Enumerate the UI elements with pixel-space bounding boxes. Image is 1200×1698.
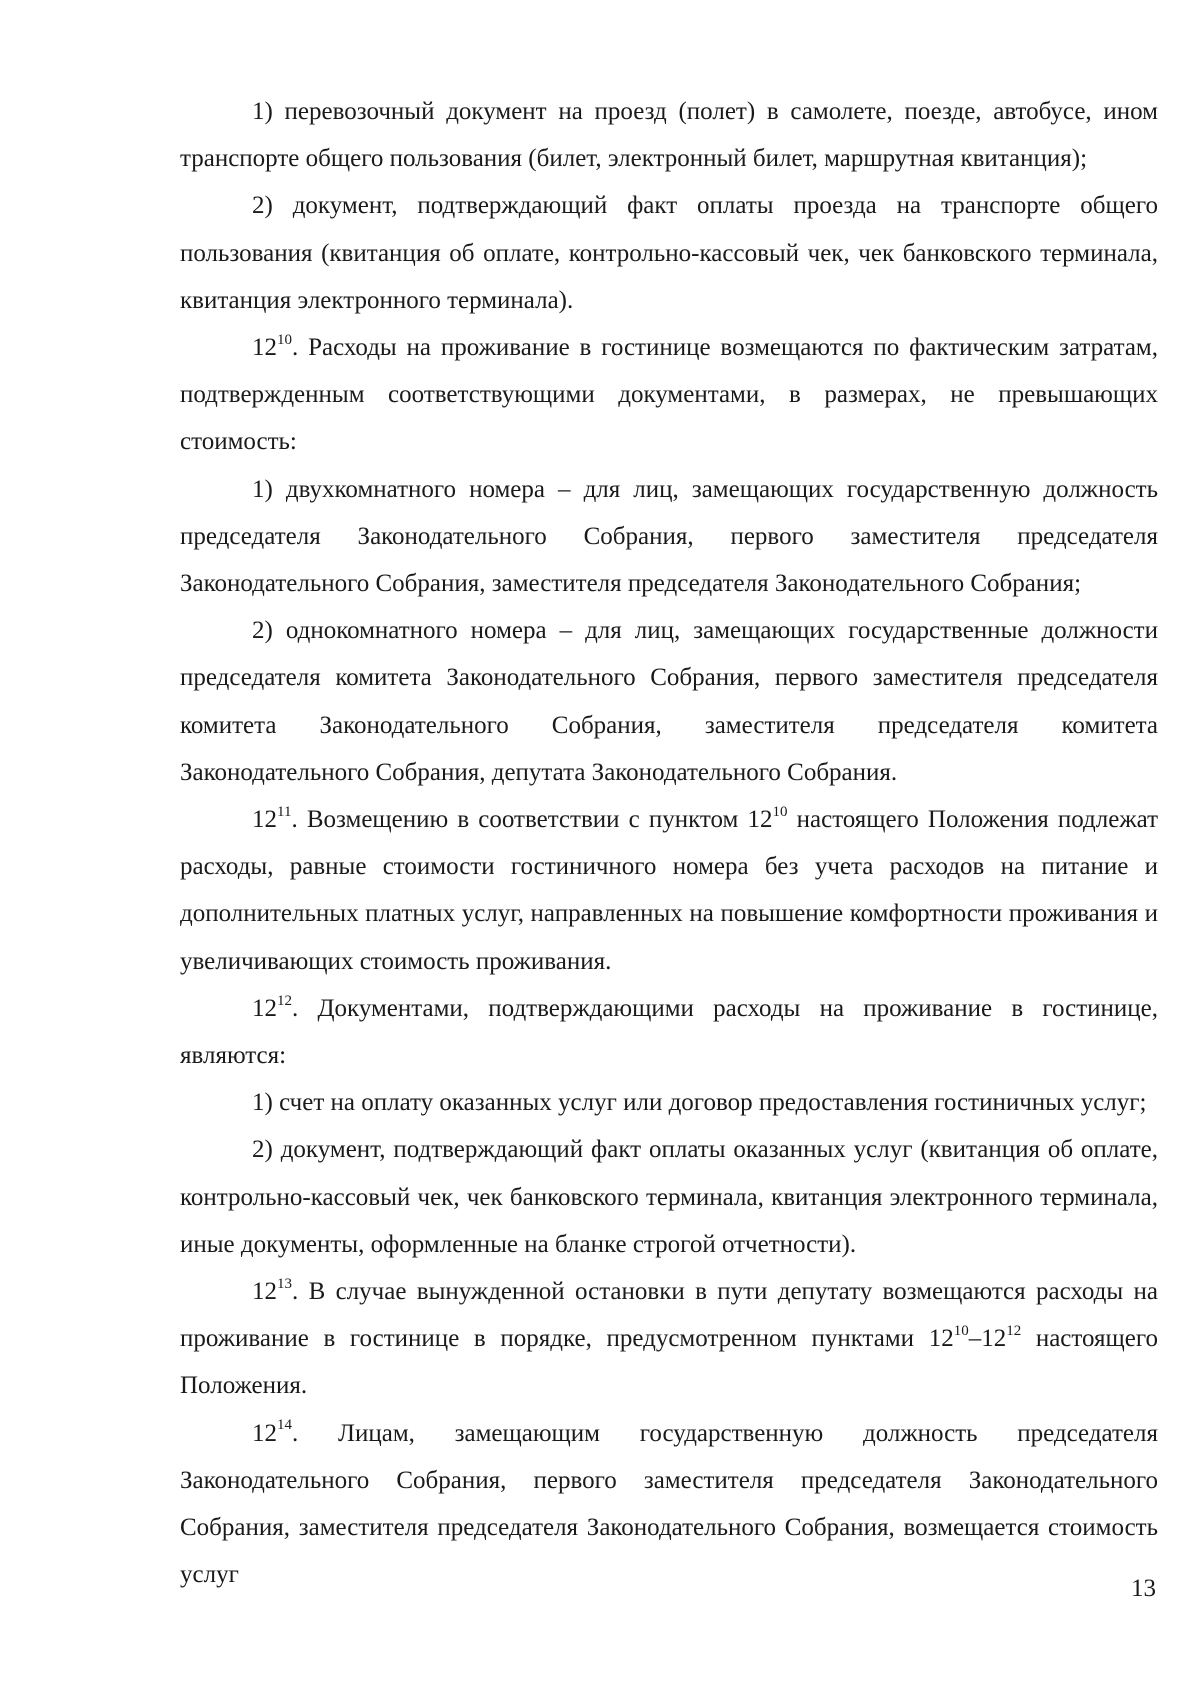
paragraph-5 (180, 607, 1158, 796)
paragraph-9 (180, 1126, 1158, 1268)
paragraph-text: 2) однокомнатного номера – для лиц, замещающих государственные должности председателя комитета Законодательного Собрания, первого заместителя председателя комитета Законодательного Собрания, заместителя председателя комитета Законодательного Собрания, депутата Законодательного Собрания. (180, 617, 1158, 786)
paragraph-text: . Документами, подтверждающими расходы на проживание в гостинице, являются: (180, 994, 1158, 1070)
paragraph-2 (180, 182, 1158, 324)
paragraph-text: 1) перевозочный документ на проезд (полет) в самолете, поезде, автобусе, ином транспорте общего пользования (билет, электронный билет, маршрутная квитанция); (180, 98, 1158, 173)
clause-superscript: 14 (277, 1417, 292, 1434)
paragraph-text-mid: –12 (968, 1325, 1007, 1353)
clause-12-11 (180, 796, 1158, 985)
paragraph-text-after: настоящего Положения подлежат расходы, равные стоимости гостиничного номера без учета расходов на питание и дополнительных платных услуг, направленных на повышение комфортности проживания и увеличивающих стоимость проживания. (180, 806, 1158, 975)
paragraph-text: . Возмещению в соответствии с пунктом 12 (291, 806, 773, 834)
reference-superscript: 10 (953, 1322, 969, 1339)
clause-number: 12 (252, 806, 277, 834)
clause-12-13 (180, 1268, 1158, 1410)
paragraph-8 (180, 1079, 1158, 1126)
paragraph-text: . Расходы на проживание в гостинице возмещаются по фактическим затратам, подтвержденным соответствующими документами, в размерах, не превышающих стоимость: (180, 334, 1158, 456)
clause-12-10 (180, 324, 1158, 466)
clause-superscript: 13 (277, 1275, 292, 1292)
clause-superscript: 12 (277, 992, 292, 1009)
document-body (180, 88, 1158, 1599)
clause-number: 12 (252, 1419, 277, 1447)
clause-superscript: 10 (277, 331, 292, 348)
reference-superscript: 10 (772, 803, 788, 820)
clause-12-12 (180, 985, 1158, 1079)
paragraph-1 (180, 88, 1158, 182)
paragraph-text: 1) счет на оплату оказанных услуг или договор предоставления гостиничных услуг; (252, 1089, 1147, 1117)
paragraph-text: 1) двухкомнатного номера – для лиц, замещающих государственную должность председателя Законодательного Собрания, первого заместителя председателя Законодательного Собрания, заместителя председателя Законодательного Собрания; (180, 475, 1158, 598)
reference-superscript-2: 12 (1006, 1322, 1022, 1339)
paragraph-text-after: настоящего Положения. (180, 1325, 1159, 1400)
clause-12-14 (180, 1410, 1158, 1599)
clause-number: 12 (252, 994, 277, 1022)
paragraph-text: . В случае вынужденной остановки в пути депутату возмещаются расходы на проживание в гостинице в порядке, предусмотренном пунктами 12 (180, 1278, 1158, 1353)
paragraph-text: 2) документ, подтверждающий факт оплаты оказанных услуг (квитанция об оплате, контрольно-кассовый чек, чек банковского терминала, квитанция электронного терминала, иные документы, оформленные на бланке строгой отчетности). (180, 1136, 1158, 1258)
paragraph-text: 2) документ, подтверждающий факт оплаты проезда на транспорте общего пользования (квитанция об оплате, контрольно-кассовый чек, чек банковского терминала, квитанция электронного терминала). (180, 192, 1158, 314)
paragraph-4 (180, 466, 1158, 608)
clause-number: 12 (252, 1278, 277, 1306)
clause-number: 12 (252, 334, 277, 362)
page-number: 13 (1131, 1575, 1156, 1602)
paragraph-text: . Лицам, замещающим государственную должность председателя Законодательного Собрания, первого заместителя председателя Законодательного Собрания, заместителя председателя Законодательного Собрания, возмещается стоимость услуг (180, 1419, 1158, 1589)
clause-superscript: 11 (277, 803, 292, 820)
